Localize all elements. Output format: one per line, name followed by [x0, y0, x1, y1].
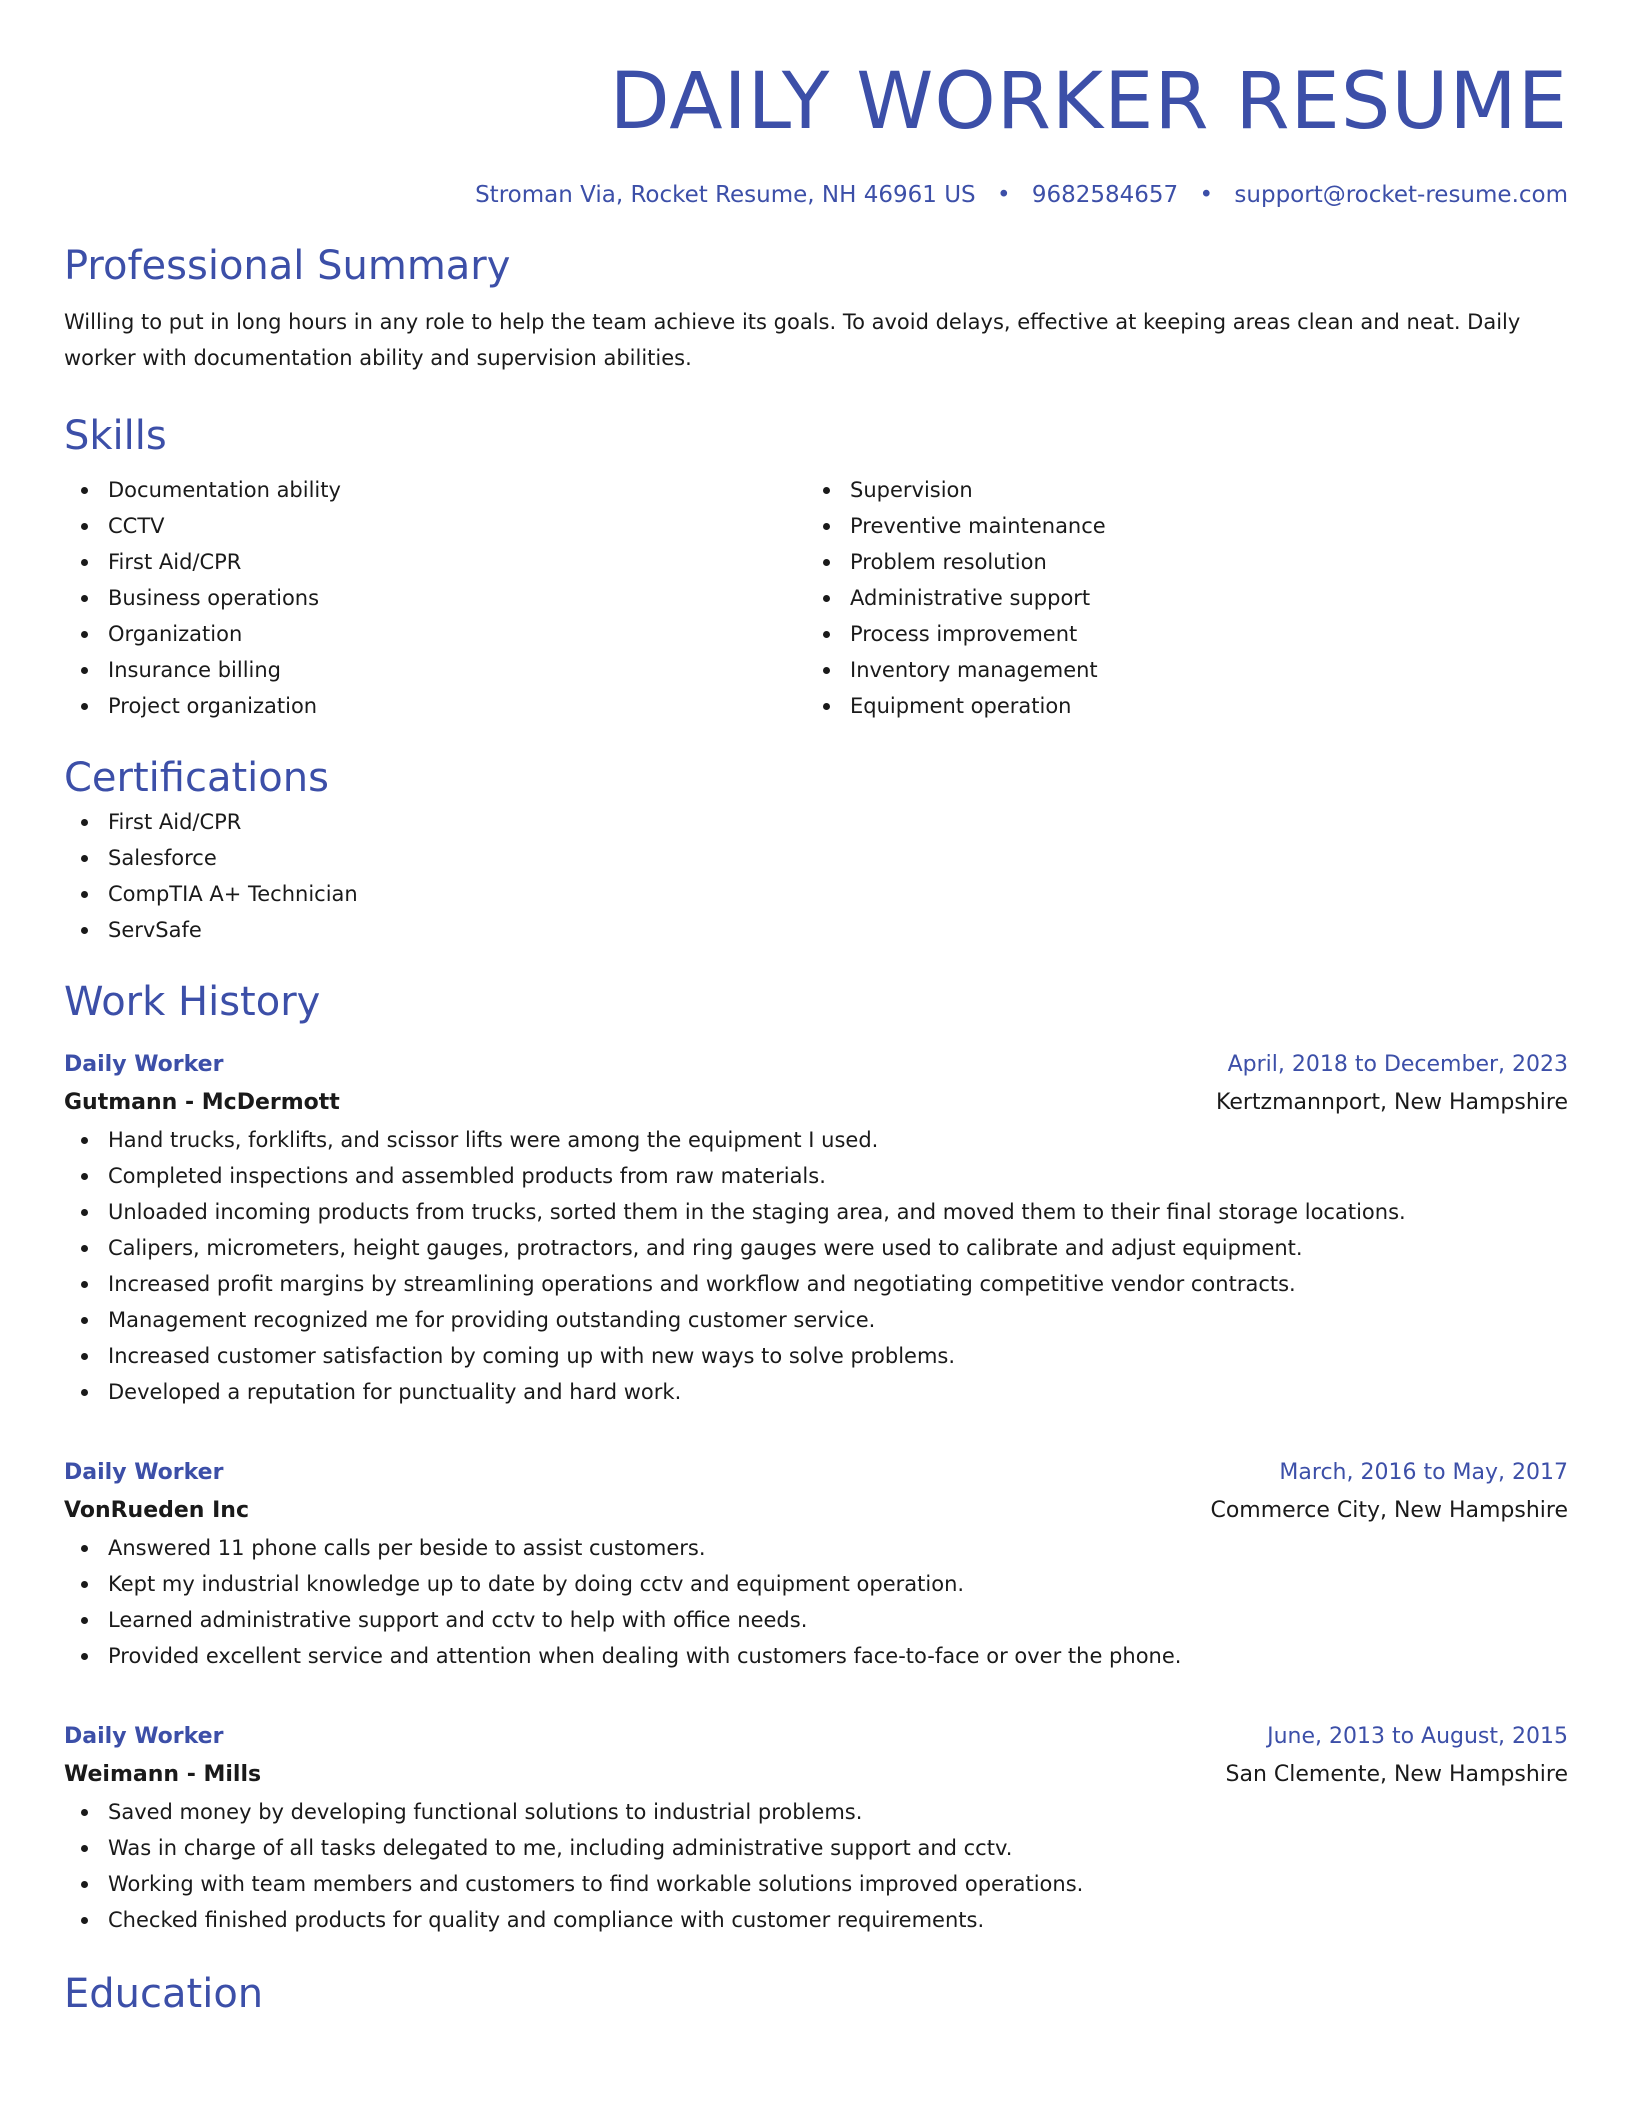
job-title: Daily Worker — [64, 1052, 224, 1077]
job-bullet: Increased customer satisfaction by coming up with new ways to solve problems. — [64, 1338, 1568, 1374]
job-dates: June, 2013 to August, 2015 — [1267, 1724, 1568, 1749]
contact-email[interactable]: support@rocket-resume.com — [1234, 182, 1568, 208]
job-bullet: Completed inspections and assembled products from raw materials. — [64, 1158, 1568, 1194]
job-entry — [64, 1046, 1568, 1410]
job-company: VonRueden Inc — [64, 1498, 250, 1523]
skill-item: Documentation ability — [64, 472, 806, 508]
job-bullet: Answered 11 phone calls per beside to assist customers. — [64, 1530, 1568, 1566]
job-bullet-list — [64, 1794, 1568, 1938]
job-entry — [64, 1454, 1568, 1674]
job-header-row — [64, 1718, 1568, 1756]
job-company: Weimann - Mills — [64, 1762, 262, 1787]
skill-item: Insurance billing — [64, 652, 806, 688]
job-bullet: Checked finished products for quality and compliance with customer requirements. — [64, 1902, 1568, 1938]
skill-item: Inventory management — [806, 652, 1548, 688]
job-bullet: Kept my industrial knowledge up to date by doing cctv and equipment operation. — [64, 1566, 1568, 1602]
contact-line — [64, 180, 1568, 210]
skill-item: CCTV — [64, 508, 806, 544]
job-company-row — [64, 1756, 1568, 1794]
job-bullet: Working with team members and customers to find workable solutions improved operations. — [64, 1866, 1568, 1902]
job-bullet-list — [64, 1530, 1568, 1674]
contact-address: Stroman Via, Rocket Resume, NH 46961 US — [475, 182, 976, 208]
education-heading: Education — [64, 1971, 264, 2017]
work-history-section — [64, 976, 1568, 1938]
job-title: Daily Worker — [64, 1460, 224, 1485]
work-history-heading: Work History — [64, 979, 321, 1025]
skills-grid — [64, 472, 1568, 724]
skill-item: Organization — [64, 616, 806, 652]
certification-item: CompTIA A+ Technician — [64, 876, 1568, 912]
job-bullet: Unloaded incoming products from trucks, sorted them in the staging area, and moved them to their final storage locations. — [64, 1194, 1568, 1230]
job-dates: April, 2018 to December, 2023 — [1227, 1052, 1568, 1077]
skills-section — [64, 410, 1568, 724]
certifications-list — [64, 804, 1568, 948]
education-section — [64, 1968, 1568, 2020]
certifications-section — [64, 752, 1568, 948]
skills-list-left — [64, 472, 806, 724]
job-bullet: Saved money by developing functional solutions to industrial problems. — [64, 1794, 1568, 1830]
skill-item: Problem resolution — [806, 544, 1548, 580]
skill-item: Business operations — [64, 580, 806, 616]
job-location: Kertzmannport, New Hampshire — [1216, 1090, 1568, 1115]
contact-separator: • — [1199, 182, 1214, 208]
skills-heading: Skills — [64, 413, 167, 459]
job-bullet: Management recognized me for providing outstanding customer service. — [64, 1302, 1568, 1338]
job-company-row — [64, 1084, 1568, 1122]
contact-separator: • — [996, 182, 1011, 208]
skills-column-right — [806, 472, 1548, 724]
summary-section — [64, 240, 1568, 376]
job-bullet: Increased profit margins by streamlining operations and workflow and negotiating competitive vendor contracts. — [64, 1266, 1568, 1302]
job-bullet: Developed a reputation for punctuality and hard work. — [64, 1374, 1568, 1410]
job-company: Gutmann - McDermott — [64, 1090, 340, 1115]
job-bullet: Was in charge of all tasks delegated to me, including administrative support and cctv. — [64, 1830, 1568, 1866]
page-title: DAILY WORKER RESUME — [609, 57, 1568, 147]
job-header-row — [64, 1454, 1568, 1492]
certification-item: Salesforce — [64, 840, 1568, 876]
job-header-row — [64, 1046, 1568, 1084]
job-bullet: Learned administrative support and cctv to help with office needs. — [64, 1602, 1568, 1638]
job-bullet: Calipers, micrometers, height gauges, protractors, and ring gauges were used to calibrate and adjust equipment. — [64, 1230, 1568, 1266]
skill-item: Project organization — [64, 688, 806, 724]
summary-text: Willing to put in long hours in any role to help the team achieve its goals. To avoid delays, effective at keeping areas clean and neat. Daily worker with documentation ability and supervision abilities. — [64, 310, 1521, 370]
job-location: San Clemente, New Hampshire — [1225, 1762, 1568, 1787]
job-title: Daily Worker — [64, 1724, 224, 1749]
job-entry — [64, 1718, 1568, 1938]
job-bullet-list — [64, 1122, 1568, 1410]
skill-item: Administrative support — [806, 580, 1548, 616]
skill-item: Process improvement — [806, 616, 1548, 652]
job-company-row — [64, 1492, 1568, 1530]
skill-item: First Aid/CPR — [64, 544, 806, 580]
certifications-heading: Certifications — [64, 755, 329, 801]
job-bullet: Provided excellent service and attention when dealing with customers face-to-face or over the phone. — [64, 1638, 1568, 1674]
certification-item: First Aid/CPR — [64, 804, 1568, 840]
contact-phone: 9682584657 — [1031, 182, 1179, 208]
summary-heading: Professional Summary — [64, 243, 511, 289]
job-bullet: Hand trucks, forklifts, and scissor lifts were among the equipment I used. — [64, 1122, 1568, 1158]
skill-item: Supervision — [806, 472, 1548, 508]
resume-header — [64, 0, 1568, 210]
job-location: Commerce City, New Hampshire — [1210, 1498, 1568, 1523]
skill-item: Preventive maintenance — [806, 508, 1548, 544]
job-dates: March, 2016 to May, 2017 — [1279, 1460, 1568, 1485]
skills-list-right — [806, 472, 1548, 724]
certification-item: ServSafe — [64, 912, 1568, 948]
skills-column-left — [64, 472, 806, 724]
skill-item: Equipment operation — [806, 688, 1548, 724]
